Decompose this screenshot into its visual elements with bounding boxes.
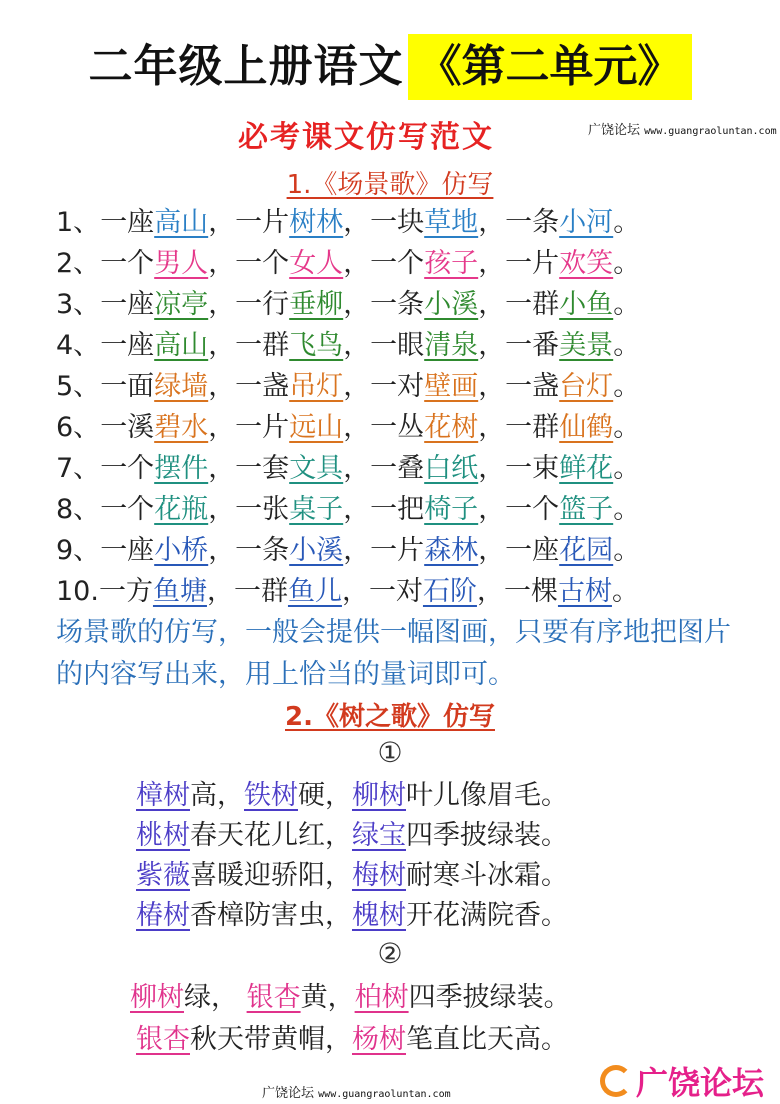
sentence-text: ，一条 (208, 535, 290, 566)
filled-word: 绿宝 (352, 820, 406, 851)
filled-word: 欢笑 (559, 248, 614, 279)
filled-word: 桌子 (289, 494, 344, 525)
filled-word: 仙鹤 (559, 412, 614, 443)
filled-word: 桃树 (136, 820, 190, 851)
sentence-text: 耐寒斗冰霜。 (406, 860, 568, 891)
sentence-text: 一个 (100, 453, 155, 484)
line-number: 7、 (56, 453, 101, 484)
section2-title: 2.《树之歌》仿写 (285, 702, 495, 732)
filled-word: 铁树 (244, 780, 298, 811)
poem-line (136, 776, 568, 816)
sentence-text: 。 (613, 289, 641, 320)
filled-word: 男人 (154, 248, 209, 279)
sentence-line (56, 489, 640, 530)
filled-word: 凉亭 (154, 289, 209, 320)
sentence-text: ，一眼 (343, 330, 425, 361)
sentence-text: ，一个 (478, 494, 560, 525)
poem-line (136, 1020, 568, 1060)
filled-word: 花园 (559, 535, 614, 566)
sentence-text: 笔直比天高。 (406, 1024, 568, 1055)
filled-word: 梅树 (352, 860, 406, 891)
sentence-text: ，一对 (343, 371, 425, 402)
sentence-text: 叶儿像眉毛。 (406, 780, 568, 811)
sentence-text: ，一丛 (343, 412, 425, 443)
sentence-text: 。 (613, 330, 641, 361)
section1-title: 1.《场景歌》仿写 (286, 170, 494, 200)
line-number: 10. (56, 576, 99, 607)
filled-word: 树林 (289, 207, 344, 238)
filled-word: 鱼儿 (287, 576, 342, 607)
filled-word: 柏树 (354, 982, 409, 1013)
g-swirl-icon (600, 1065, 632, 1097)
subtitle: 必考课文仿写范文 (238, 120, 494, 155)
scene-song-sentences (56, 202, 640, 612)
filled-word: 柳树 (130, 982, 184, 1013)
sentence-line (56, 202, 640, 243)
sentence-line (56, 284, 640, 325)
filled-word: 女人 (289, 248, 344, 279)
filled-word: 白纸 (424, 453, 479, 484)
sentence-text: 一个 (100, 248, 155, 279)
site-url: www.guangraoluntan.com (644, 126, 777, 137)
filled-word: 绿墙 (154, 371, 209, 402)
filled-word: 银杏 (136, 1024, 190, 1055)
filled-word: 高山 (154, 330, 209, 361)
poem-line (136, 896, 568, 936)
filled-word: 吊灯 (289, 371, 344, 402)
filled-word: 鲜花 (559, 453, 614, 484)
filled-word: 椿树 (136, 900, 190, 931)
sentence-text: ，一群 (478, 412, 560, 443)
sentence-text: 绿， (184, 982, 247, 1013)
sentence-text: 一个 (100, 494, 155, 525)
sentence-text: ，一群 (208, 330, 290, 361)
sentence-text: ，一把 (343, 494, 425, 525)
filled-word: 美景 (559, 330, 614, 361)
filled-word: 文具 (289, 453, 344, 484)
filled-word: 杨树 (352, 1024, 406, 1055)
site-watermark-top (588, 119, 777, 138)
line-number: 8、 (56, 494, 101, 525)
sentence-text: 秋天带黄帽， (190, 1024, 352, 1055)
filled-word: 小溪 (424, 289, 479, 320)
filled-word: 草地 (424, 207, 479, 238)
sentence-text: ，一张 (208, 494, 290, 525)
poem-line (136, 856, 568, 896)
sentence-text: ，一棵 (476, 576, 558, 607)
filled-word: 花树 (424, 412, 479, 443)
filled-word: 壁画 (424, 371, 479, 402)
page-title (0, 34, 780, 100)
forum-logo (600, 1058, 764, 1104)
sentence-text: 一座 (100, 207, 155, 238)
site-url: www.guangraoluntan.com (318, 1089, 451, 1100)
sentence-text: 一溪 (100, 412, 155, 443)
filled-word: 远山 (289, 412, 344, 443)
line-number: 2、 (56, 248, 101, 279)
sentence-text: ，一块 (343, 207, 425, 238)
sentence-text: 。 (613, 453, 641, 484)
sentence-text: 一座 (100, 535, 155, 566)
sentence-text: 。 (611, 576, 639, 607)
sentence-text: 。 (613, 371, 641, 402)
filled-word: 银杏 (246, 982, 301, 1013)
filled-word: 鱼塘 (152, 576, 207, 607)
section1-note: 场景歌的仿写，一般会提供一幅图画，只要有序地把图片的内容写出来，用上恰当的量词即可。 (56, 617, 731, 690)
filled-word: 小溪 (289, 535, 344, 566)
sentence-text: 。 (613, 535, 641, 566)
sentence-text: 香樟防害虫， (190, 900, 352, 931)
sentence-text: 。 (613, 207, 641, 238)
sentence-text: 开花满院香。 (406, 900, 568, 931)
site-name: 广饶论坛 (262, 1086, 315, 1101)
part1-marker: ① (377, 736, 403, 769)
sentence-text: 春天花儿红， (190, 820, 352, 851)
sentence-text: 四季披绿装。 (408, 982, 571, 1013)
sentence-text: 高， (190, 780, 244, 811)
filled-word: 篮子 (559, 494, 614, 525)
sentence-line (56, 366, 640, 407)
filled-word: 小鱼 (559, 289, 614, 320)
filled-word: 紫薇 (136, 860, 190, 891)
site-name: 广饶论坛 (588, 123, 641, 138)
sentence-text: ，一盏 (208, 371, 290, 402)
sentence-text: ，一个 (208, 248, 290, 279)
line-number: 6、 (56, 412, 101, 443)
filled-word: 森林 (424, 535, 479, 566)
filled-word: 花瓶 (154, 494, 209, 525)
sentence-text: 一座 (100, 330, 155, 361)
sentence-text: 喜暖迎骄阳， (190, 860, 352, 891)
sentence-text: 四季披绿装。 (406, 820, 568, 851)
filled-word: 石阶 (422, 576, 477, 607)
sentence-line (56, 325, 640, 366)
sentence-text: 一座 (100, 289, 155, 320)
sentence-text: ，一座 (478, 535, 560, 566)
sentence-text: 一方 (98, 576, 153, 607)
line-number: 1、 (56, 207, 101, 238)
filled-word: 台灯 (559, 371, 614, 402)
sentence-text: 。 (613, 494, 641, 525)
sentence-line (56, 407, 640, 448)
sentence-text: ，一片 (208, 207, 290, 238)
title-highlight: 《第二单元》 (408, 34, 692, 100)
filled-word: 小河 (559, 207, 614, 238)
filled-word: 槐树 (352, 900, 406, 931)
poem-line (130, 978, 571, 1018)
sentence-text: ，一行 (208, 289, 290, 320)
filled-word: 摆件 (154, 453, 209, 484)
line-number: 3、 (56, 289, 101, 320)
sentence-text: 。 (613, 248, 641, 279)
sentence-text: ，一套 (208, 453, 290, 484)
sentence-text: ，一盏 (478, 371, 560, 402)
sentence-text: ，一叠 (343, 453, 425, 484)
line-number: 9、 (56, 535, 101, 566)
sentence-text: ，一条 (343, 289, 425, 320)
filled-word: 柳树 (352, 780, 406, 811)
sentence-text: ，一番 (478, 330, 560, 361)
filled-word: 垂柳 (289, 289, 344, 320)
line-number: 5、 (56, 371, 101, 402)
sentence-text: 。 (613, 412, 641, 443)
filled-word: 清泉 (424, 330, 479, 361)
sentence-text: ，一束 (478, 453, 560, 484)
part2-marker: ② (377, 937, 403, 970)
filled-word: 古树 (557, 576, 612, 607)
sentence-text: ，一条 (478, 207, 560, 238)
filled-word: 飞鸟 (289, 330, 344, 361)
filled-word: 小桥 (154, 535, 209, 566)
sentence-text: 黄， (300, 982, 355, 1013)
sentence-text: ，一片 (208, 412, 290, 443)
filled-word: 碧水 (154, 412, 209, 443)
sentence-line (56, 530, 640, 571)
sentence-text: ，一个 (343, 248, 425, 279)
filled-word: 樟树 (136, 780, 190, 811)
sentence-text: 硬， (298, 780, 352, 811)
poem-line (136, 816, 568, 856)
sentence-line (56, 448, 640, 489)
line-number: 4、 (56, 330, 101, 361)
title-main: 二年级上册语文 (88, 41, 404, 92)
filled-word: 孩子 (424, 248, 479, 279)
sentence-line (56, 571, 640, 612)
sentence-text: ，一群 (478, 289, 560, 320)
site-watermark-bottom (262, 1082, 451, 1101)
sentence-text: ，一片 (343, 535, 425, 566)
logo-text: 广饶论坛 (636, 1064, 765, 1102)
sentence-line (56, 243, 640, 284)
sentence-text: ，一群 (206, 576, 288, 607)
sentence-text: ，一对 (341, 576, 423, 607)
filled-word: 椅子 (424, 494, 479, 525)
filled-word: 高山 (154, 207, 209, 238)
sentence-text: 一面 (100, 371, 155, 402)
sentence-text: ，一片 (478, 248, 560, 279)
